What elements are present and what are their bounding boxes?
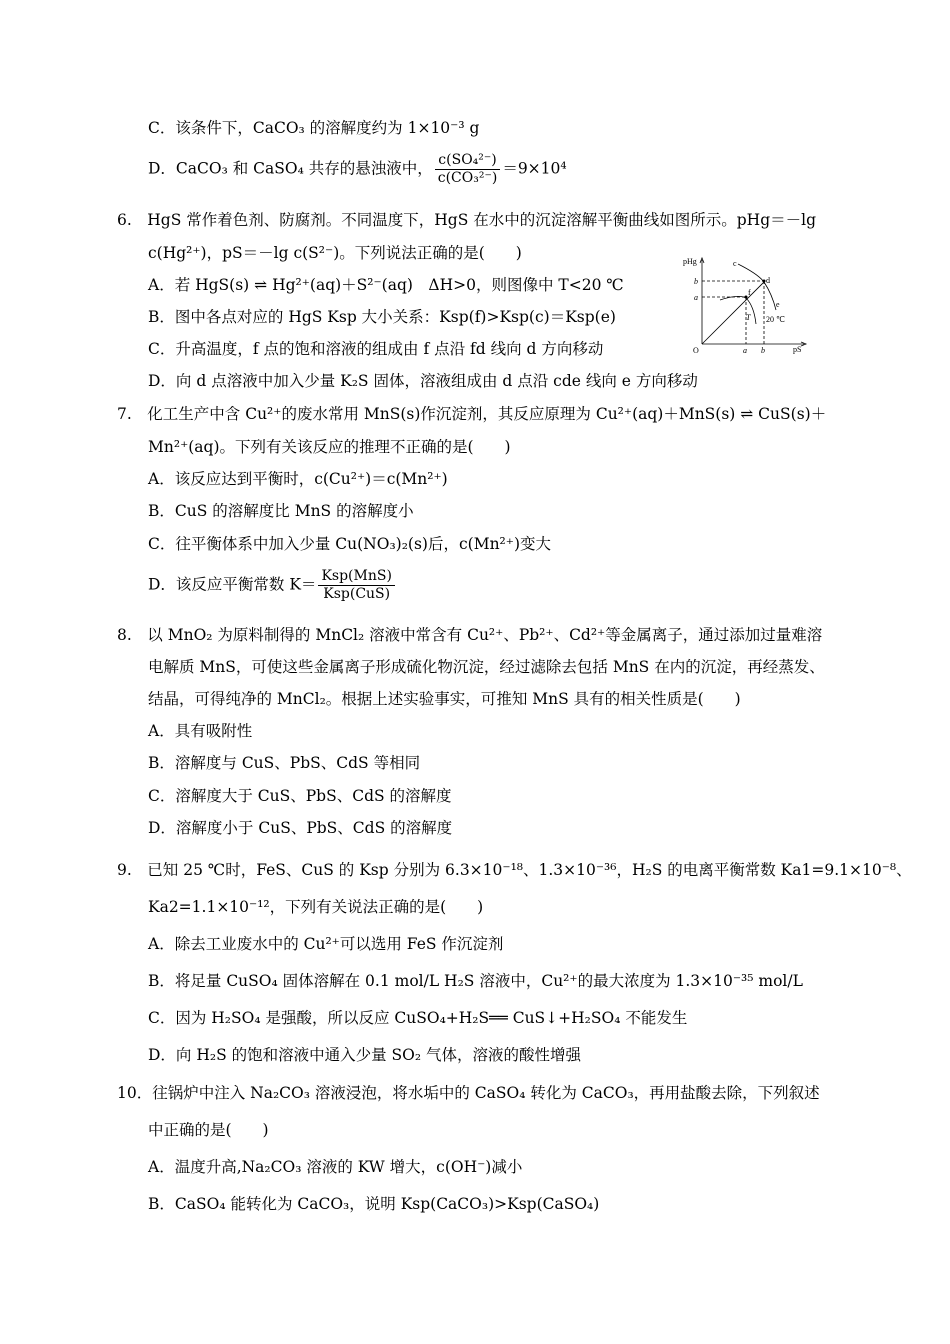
- q9-option-a: A．除去工业废水中的 Cu²⁺可以选用 FeS 作沉淀剂: [148, 935, 504, 953]
- diagonal-line: [702, 282, 764, 344]
- q9-option-c: C．因为 H₂SO₄ 是强酸，所以反应 CuSO₄+H₂S══ CuS↓+H₂SO₄ 不能发生: [148, 1009, 688, 1027]
- point-d-label: d: [766, 276, 770, 285]
- q6-option-c: C．升高温度，f 点的饱和溶液的组成由 f 点沿 fd 线向 d 方向移动: [148, 340, 604, 358]
- q5-ratio-numerator: c(SO₄²⁻): [435, 152, 501, 170]
- point-e-label: e: [776, 300, 780, 309]
- q8-option-a: A．具有吸附性: [148, 722, 253, 740]
- q8-option-c: C．溶解度大于 CuS、PbS、CdS 的溶解度: [148, 787, 452, 805]
- q7-k-numerator: Ksp(MnS): [318, 568, 394, 586]
- q6-solubility-graph: [680, 252, 810, 356]
- curve-20c-label: 20 ℃: [766, 315, 785, 324]
- q8-option-b: B．溶解度与 CuS、PbS、CdS 等相同: [148, 754, 421, 772]
- q7-k-fraction: [318, 568, 394, 603]
- q7-stem-line2: Mn²⁺(aq)。下列有关该反应的推理不正确的是( ): [148, 438, 511, 456]
- y-tick-a: a: [694, 293, 698, 302]
- curve-t-label: T: [746, 313, 751, 322]
- q5-option-d: [148, 152, 567, 187]
- q8-option-d: D．溶解度小于 CuS、PbS、CdS 的溶解度: [148, 819, 453, 837]
- x-tick-b: b: [761, 346, 765, 355]
- q10-option-b: B．CaSO₄ 能转化为 CaCO₃，说明 Ksp(CaCO₃)>Ksp(CaSO₄): [148, 1195, 600, 1213]
- q6-stem-line1: 6. HgS 常作着色剂、防腐剂。不同温度下，HgS 在水中的沉淀溶解平衡曲线如图所示。pHg＝－lg: [117, 211, 817, 229]
- q9-stem-line2: Ka2=1.1×10⁻¹²，下列有关说法正确的是( ): [148, 898, 484, 916]
- x-axis-label: pS: [793, 345, 802, 354]
- q7-k-denominator: Ksp(CuS): [323, 586, 391, 602]
- q5-option-c: C．该条件下，CaCO₃ 的溶解度约为 1×10⁻³ g: [148, 119, 480, 137]
- q8-stem-line2: 电解质 MnS，可使这些金属离子形成硫化物沉淀，经过滤除去包括 MnS 在内的沉淀，再经蒸发、: [148, 658, 825, 676]
- q5-option-d-suffix: ＝9×10⁴: [502, 159, 567, 178]
- curve-t: [720, 296, 756, 324]
- y-tick-b: b: [694, 277, 698, 286]
- q9-stem-line1: 9. 已知 25 ℃时，FeS、CuS 的 Ksp 分别为 6.3×10⁻¹⁸、1.3×10⁻³⁶，H₂S 的电离平衡常数 Ka1=9.1×10⁻⁸、: [117, 861, 912, 879]
- point-c-label: c: [733, 259, 737, 268]
- q6-option-d: D．向 d 点溶液中加入少量 K₂S 固体，溶液组成由 d 点沿 cde 线向 e 方向移动: [148, 372, 698, 390]
- q10-stem-line2: 中正确的是( ): [148, 1121, 269, 1139]
- q7-option-a: A．该反应达到平衡时，c(Cu²⁺)＝c(Mn²⁺): [148, 470, 448, 488]
- q10-stem-line1: 10．往锅炉中注入 Na₂CO₃ 溶液浸泡，将水垢中的 CaSO₄ 转化为 CaCO₃，再用盐酸去除，下列叙述: [117, 1084, 820, 1102]
- y-axis-label: pHg: [683, 257, 697, 266]
- q7-option-d-prefix: D．该反应平衡常数 K＝: [148, 575, 317, 594]
- point-f-label: f: [748, 288, 751, 297]
- curve-20c: [738, 264, 776, 310]
- q6-stem-line2: c(Hg²⁺)，pS＝－lg c(S²⁻)。下列说法正确的是( ): [148, 244, 522, 262]
- q9-option-b: B．将足量 CuSO₄ 固体溶解在 0.1 mol/L H₂S 溶液中，Cu²⁺的最大浓度为 1.3×10⁻³⁵ mol/L: [148, 972, 803, 990]
- q7-option-b: B．CuS 的溶解度比 MnS 的溶解度小: [148, 502, 414, 520]
- q6-option-a: A．若 HgS(s) ⇌ Hg²⁺(aq)＋S²⁻(aq) ΔH>0，则图像中 T<20 ℃: [148, 276, 624, 294]
- q9-option-d: D．向 H₂S 的饱和溶液中通入少量 SO₂ 气体，溶液的酸性增强: [148, 1046, 582, 1064]
- q7-option-c: C．往平衡体系中加入少量 Cu(NO₃)₂(s)后，c(Mn²⁺)变大: [148, 535, 551, 553]
- x-tick-a: a: [743, 346, 747, 355]
- q7-stem-line1: 7. 化工生产中含 Cu²⁺的废水常用 MnS(s)作沉淀剂，其反应原理为 Cu²⁺(aq)＋MnS(s) ⇌ CuS(s)＋: [117, 405, 827, 423]
- q8-stem-line1: 8. 以 MnO₂ 为原料制得的 MnCl₂ 溶液中常含有 Cu²⁺、Pb²⁺、Cd²⁺等金属离子，通过添加过量难溶: [117, 626, 823, 644]
- q8-stem-line3: 结晶，可得纯净的 MnCl₂。根据上述实验事实，可推知 MnS 具有的相关性质是( ): [148, 690, 741, 708]
- q6-option-b: B．图中各点对应的 HgS Ksp 大小关系：Ksp(f)>Ksp(c)＝Ksp(e): [148, 308, 616, 326]
- q7-option-d: [148, 568, 397, 603]
- q5-ratio-fraction: [435, 152, 501, 187]
- q10-option-a: A．温度升高,Na₂CO₃ 溶液的 KW 增大，c(OH⁻)减小: [148, 1158, 523, 1176]
- q5-ratio-denominator: c(CO₃²⁻): [437, 170, 498, 186]
- origin-label: O: [693, 346, 699, 355]
- q5-option-d-prefix: D．CaCO₃ 和 CaSO₄ 共存的悬浊液中，: [148, 159, 433, 178]
